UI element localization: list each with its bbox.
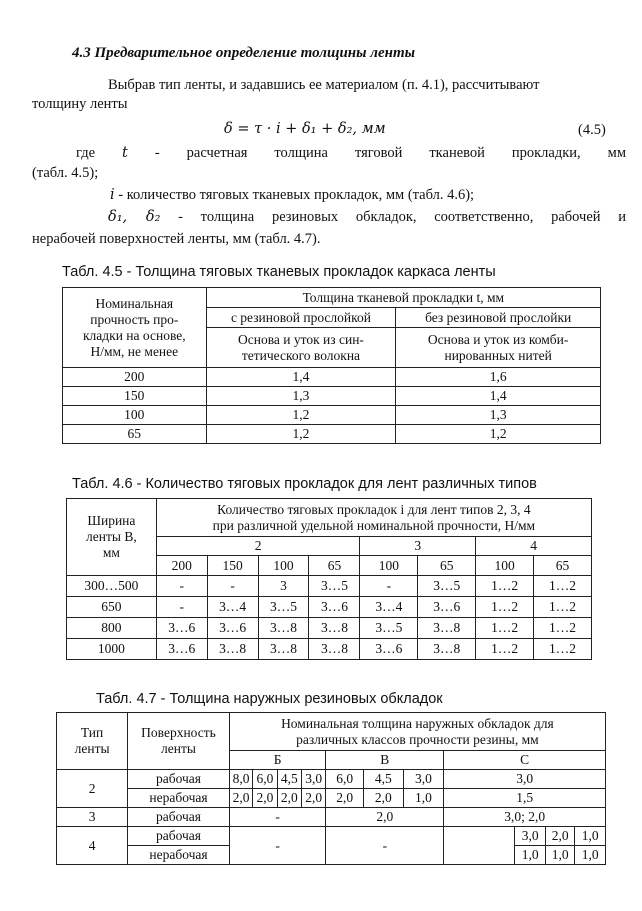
t47-cell: 3,0 bbox=[515, 827, 546, 846]
t-description: - расчетная толщина тяговой тканевой прокладки, мм bbox=[154, 145, 626, 161]
table-row bbox=[67, 618, 592, 639]
t46-cell: 3…8 bbox=[418, 618, 476, 639]
table-4-6 bbox=[66, 498, 592, 660]
t46-strength: 200 bbox=[156, 556, 207, 576]
table-4-7 bbox=[56, 712, 606, 865]
t45-cell: 1,2 bbox=[206, 406, 396, 425]
formula-number: (4.5) bbox=[578, 122, 606, 138]
table-row bbox=[57, 808, 606, 827]
t47-type-3: 3 bbox=[57, 808, 128, 827]
t45-cell: 1,4 bbox=[206, 368, 396, 387]
t47-cell: 1,0 bbox=[545, 846, 574, 865]
formula: δ = τ · i + δ₁ + δ₂, мм bbox=[224, 121, 386, 137]
t45-desc-without-rubber: Основа и уток из комби- нированных нитей bbox=[396, 328, 601, 368]
t47-cell: 2,0 bbox=[277, 789, 301, 808]
t47-cell: 6,0 bbox=[253, 770, 277, 789]
t46-cell: 3…6 bbox=[309, 597, 360, 618]
t46-cell: 3…4 bbox=[360, 597, 418, 618]
t46-cell: 3…8 bbox=[207, 639, 258, 660]
t47-cell: 4,5 bbox=[277, 770, 301, 789]
t45-cell: 100 bbox=[63, 406, 207, 425]
t45-header-nominal: Номинальная прочность про- кладки на основе, Н/мм, не менее bbox=[63, 288, 207, 368]
t45-subheader-without-rubber: без резиновой прослойки bbox=[396, 308, 601, 328]
t47-cell: 3,0 bbox=[444, 770, 606, 789]
t45-cell: 1,4 bbox=[396, 387, 601, 406]
t47-header-type: Тип ленты bbox=[57, 713, 128, 770]
t47-cell: 4,5 bbox=[363, 770, 403, 789]
t47-cell: 2,0 bbox=[301, 789, 325, 808]
t46-cell: 3…5 bbox=[258, 597, 309, 618]
t47-spacer bbox=[444, 846, 515, 865]
t46-cell: 1…2 bbox=[534, 576, 592, 597]
t46-strength: 100 bbox=[258, 556, 309, 576]
t46-cell: 3…5 bbox=[418, 576, 476, 597]
t47-spacer bbox=[444, 827, 515, 846]
t47-cell: 2,0 bbox=[326, 789, 364, 808]
t46-header-width: Ширина ленты B, мм bbox=[67, 499, 157, 576]
table-row bbox=[63, 406, 601, 425]
where-label: где bbox=[76, 145, 96, 161]
t46-cell: 3…8 bbox=[258, 639, 309, 660]
t47-surface: рабочая bbox=[128, 808, 230, 827]
t46-cell: 1…2 bbox=[476, 576, 534, 597]
t47-cell: 8,0 bbox=[229, 770, 252, 789]
t47-cell: 3,0; 2,0 bbox=[444, 808, 606, 827]
t-definition-line-2: (табл. 4.5); bbox=[32, 165, 99, 181]
table-row bbox=[57, 827, 606, 846]
t45-cell: 1,3 bbox=[206, 387, 396, 406]
t46-strength: 65 bbox=[309, 556, 360, 576]
t47-cell: 2,0 bbox=[545, 827, 574, 846]
t46-cell: 3…6 bbox=[156, 639, 207, 660]
t46-cell: 650 bbox=[67, 597, 157, 618]
t47-cell: 3,0 bbox=[403, 770, 444, 789]
t46-cell: - bbox=[156, 576, 207, 597]
table-row bbox=[67, 597, 592, 618]
table-4-5 bbox=[62, 287, 601, 444]
i-definition bbox=[110, 186, 474, 204]
table-row bbox=[67, 639, 592, 660]
delta-definition-line-2: нерабочей поверхностей ленты, мм (табл. 4.7). bbox=[32, 231, 321, 247]
t45-subheader-with-rubber: с резиновой прослойкой bbox=[206, 308, 396, 328]
t47-cell: 1,0 bbox=[403, 789, 444, 808]
t47-cell: 6,0 bbox=[326, 770, 364, 789]
t46-cell: 3…5 bbox=[360, 618, 418, 639]
t46-cell: 3…5 bbox=[309, 576, 360, 597]
t46-cell: 3…6 bbox=[360, 639, 418, 660]
t47-cell: 2,0 bbox=[229, 789, 252, 808]
t46-strength: 150 bbox=[207, 556, 258, 576]
table-4-6-caption: Табл. 4.6 - Количество тяговых прокладок для лент различных типов bbox=[72, 476, 537, 492]
t47-cell: 1,0 bbox=[575, 827, 606, 846]
t46-type-4: 4 bbox=[476, 537, 592, 556]
table-row bbox=[57, 770, 606, 789]
t46-cell: 800 bbox=[67, 618, 157, 639]
t46-strength: 100 bbox=[476, 556, 534, 576]
table-4-7-caption: Табл. 4.7 - Толщина наружных резиновых обкладок bbox=[96, 691, 443, 707]
delta-definition-line-1 bbox=[108, 208, 626, 226]
t46-cell: 3…4 bbox=[207, 597, 258, 618]
t46-cell: 1…2 bbox=[534, 597, 592, 618]
t47-class-b: Б bbox=[229, 751, 326, 770]
t46-strength: 100 bbox=[360, 556, 418, 576]
t45-cell: 1,2 bbox=[206, 425, 396, 444]
t46-type-3: 3 bbox=[360, 537, 476, 556]
t45-cell: 1,3 bbox=[396, 406, 601, 425]
t46-cell: 3…8 bbox=[309, 639, 360, 660]
intro-line-2: толщину ленты bbox=[32, 96, 128, 112]
t47-header-nominal: Номинальная толщина наружных обкладок для различных классов прочности резины, мм bbox=[229, 713, 605, 751]
t46-type-2: 2 bbox=[156, 537, 360, 556]
t45-desc-with-rubber: Основа и уток из син- тетического волокна bbox=[206, 328, 396, 368]
t45-cell: 1,6 bbox=[396, 368, 601, 387]
t47-cell: 2,0 bbox=[253, 789, 277, 808]
t47-cell: 1,0 bbox=[515, 846, 546, 865]
i-symbol: i bbox=[110, 187, 115, 203]
t47-header-surface: Поверхность ленты bbox=[128, 713, 230, 770]
delta-description: - толщина резиновых обкладок, соответственно, рабочей и bbox=[178, 209, 626, 225]
t46-cell: 1000 bbox=[67, 639, 157, 660]
t45-header-thickness: Толщина тканевой прокладки t, мм bbox=[206, 288, 600, 308]
t-symbol: t bbox=[122, 145, 128, 161]
table-row bbox=[63, 368, 601, 387]
t46-header-count: Количество тяговых прокладок i для лент типов 2, 3, 4 при различной удельной номинальной прочности, Н/мм bbox=[156, 499, 591, 537]
t47-class-v: В bbox=[326, 751, 444, 770]
t46-cell: 1…2 bbox=[476, 639, 534, 660]
t46-cell: 1…2 bbox=[476, 597, 534, 618]
t47-cell: - bbox=[326, 827, 444, 865]
t47-cell: - bbox=[229, 827, 326, 865]
t46-cell: 3…8 bbox=[258, 618, 309, 639]
t46-cell: - bbox=[156, 597, 207, 618]
t45-cell: 65 bbox=[63, 425, 207, 444]
intro-line-1: Выбрав тип ленты, и задавшись ее материалом (п. 4.1), рассчитывают bbox=[108, 77, 540, 93]
t47-cell: 1,0 bbox=[575, 846, 606, 865]
delta-symbols: δ₁, δ₂ bbox=[108, 209, 161, 225]
t47-cell: 2,0 bbox=[326, 808, 444, 827]
t46-cell: 3…8 bbox=[309, 618, 360, 639]
t46-cell: 3…6 bbox=[418, 597, 476, 618]
t47-cell: 3,0 bbox=[301, 770, 325, 789]
t47-surface: рабочая bbox=[128, 770, 230, 789]
t47-cell: 1,5 bbox=[444, 789, 606, 808]
t47-cell: - bbox=[229, 808, 326, 827]
t46-cell: - bbox=[207, 576, 258, 597]
t47-type-4: 4 bbox=[57, 827, 128, 865]
t46-strength: 65 bbox=[534, 556, 592, 576]
table-4-5-caption: Табл. 4.5 - Толщина тяговых тканевых прокладок каркаса ленты bbox=[62, 264, 496, 280]
t46-cell: 1…2 bbox=[476, 618, 534, 639]
t47-cell: 2,0 bbox=[363, 789, 403, 808]
t-definition-line-1 bbox=[76, 144, 626, 162]
t47-surface: нерабочая bbox=[128, 846, 230, 865]
i-description: - количество тяговых тканевых прокладок, мм (табл. 4.6); bbox=[118, 187, 475, 203]
t46-strength: 65 bbox=[418, 556, 476, 576]
t47-surface: рабочая bbox=[128, 827, 230, 846]
t46-cell: 3…6 bbox=[156, 618, 207, 639]
table-row bbox=[67, 576, 592, 597]
t46-cell: 3…6 bbox=[207, 618, 258, 639]
t45-cell: 1,2 bbox=[396, 425, 601, 444]
section-heading: 4.3 Предварительное определение толщины ленты bbox=[72, 45, 416, 61]
t46-cell: 300…500 bbox=[67, 576, 157, 597]
t46-cell: 3…8 bbox=[418, 639, 476, 660]
table-row bbox=[63, 425, 601, 444]
t46-cell: 1…2 bbox=[534, 618, 592, 639]
t45-cell: 150 bbox=[63, 387, 207, 406]
t46-cell: 3 bbox=[258, 576, 309, 597]
t46-cell: 1…2 bbox=[534, 639, 592, 660]
t47-class-s: С bbox=[444, 751, 606, 770]
t45-cell: 200 bbox=[63, 368, 207, 387]
table-row bbox=[63, 387, 601, 406]
t47-surface: нерабочая bbox=[128, 789, 230, 808]
t46-cell: - bbox=[360, 576, 418, 597]
table-row bbox=[57, 789, 606, 808]
t47-type-2: 2 bbox=[57, 770, 128, 808]
